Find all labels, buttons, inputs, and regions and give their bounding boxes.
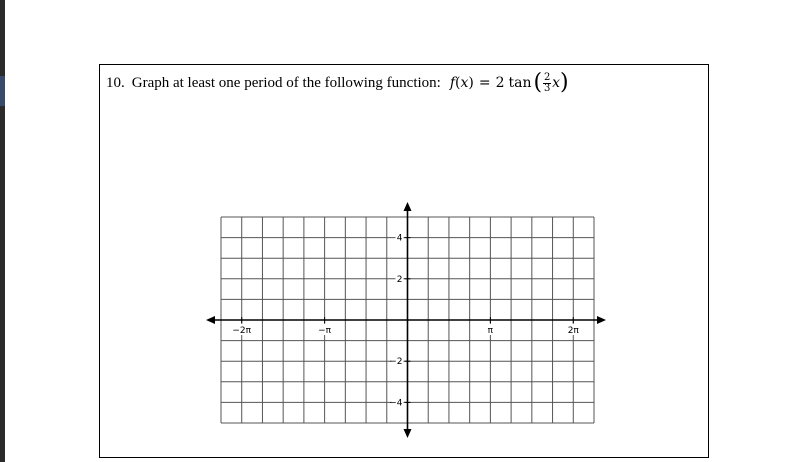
question-number: 10. (106, 74, 125, 91)
y-tick-label: 2 (396, 274, 403, 285)
function-formula: f ( x ) = 2 tan ( $\frac{2}{3}$ x ) (449, 70, 569, 95)
fraction-denominator: 3 (543, 82, 551, 94)
x-axis-right-arrow (597, 316, 606, 324)
fraction-numerator: 2 (543, 71, 551, 83)
function-variable: x (460, 75, 469, 91)
x-tick-label: −2π (232, 326, 252, 336)
coefficient: 2 (495, 75, 505, 91)
function-name: f (449, 75, 456, 91)
y-tick-label: −2 (389, 357, 403, 368)
x-tick-label: 2π (567, 326, 579, 336)
x-tick-label: π (487, 326, 494, 336)
question-text: Graph at least one period of the following function: (131, 74, 441, 91)
argument-variable: x (552, 75, 561, 91)
x-tick-label: −π (318, 326, 332, 336)
y-axis-down-arrow (404, 429, 412, 438)
y-tick-label: 4 (396, 233, 403, 244)
y-axis-up-arrow (404, 202, 412, 211)
trig-function: tan (508, 75, 532, 91)
y-tick-label: −4 (389, 398, 403, 409)
x-axis-left-arrow (206, 316, 215, 324)
